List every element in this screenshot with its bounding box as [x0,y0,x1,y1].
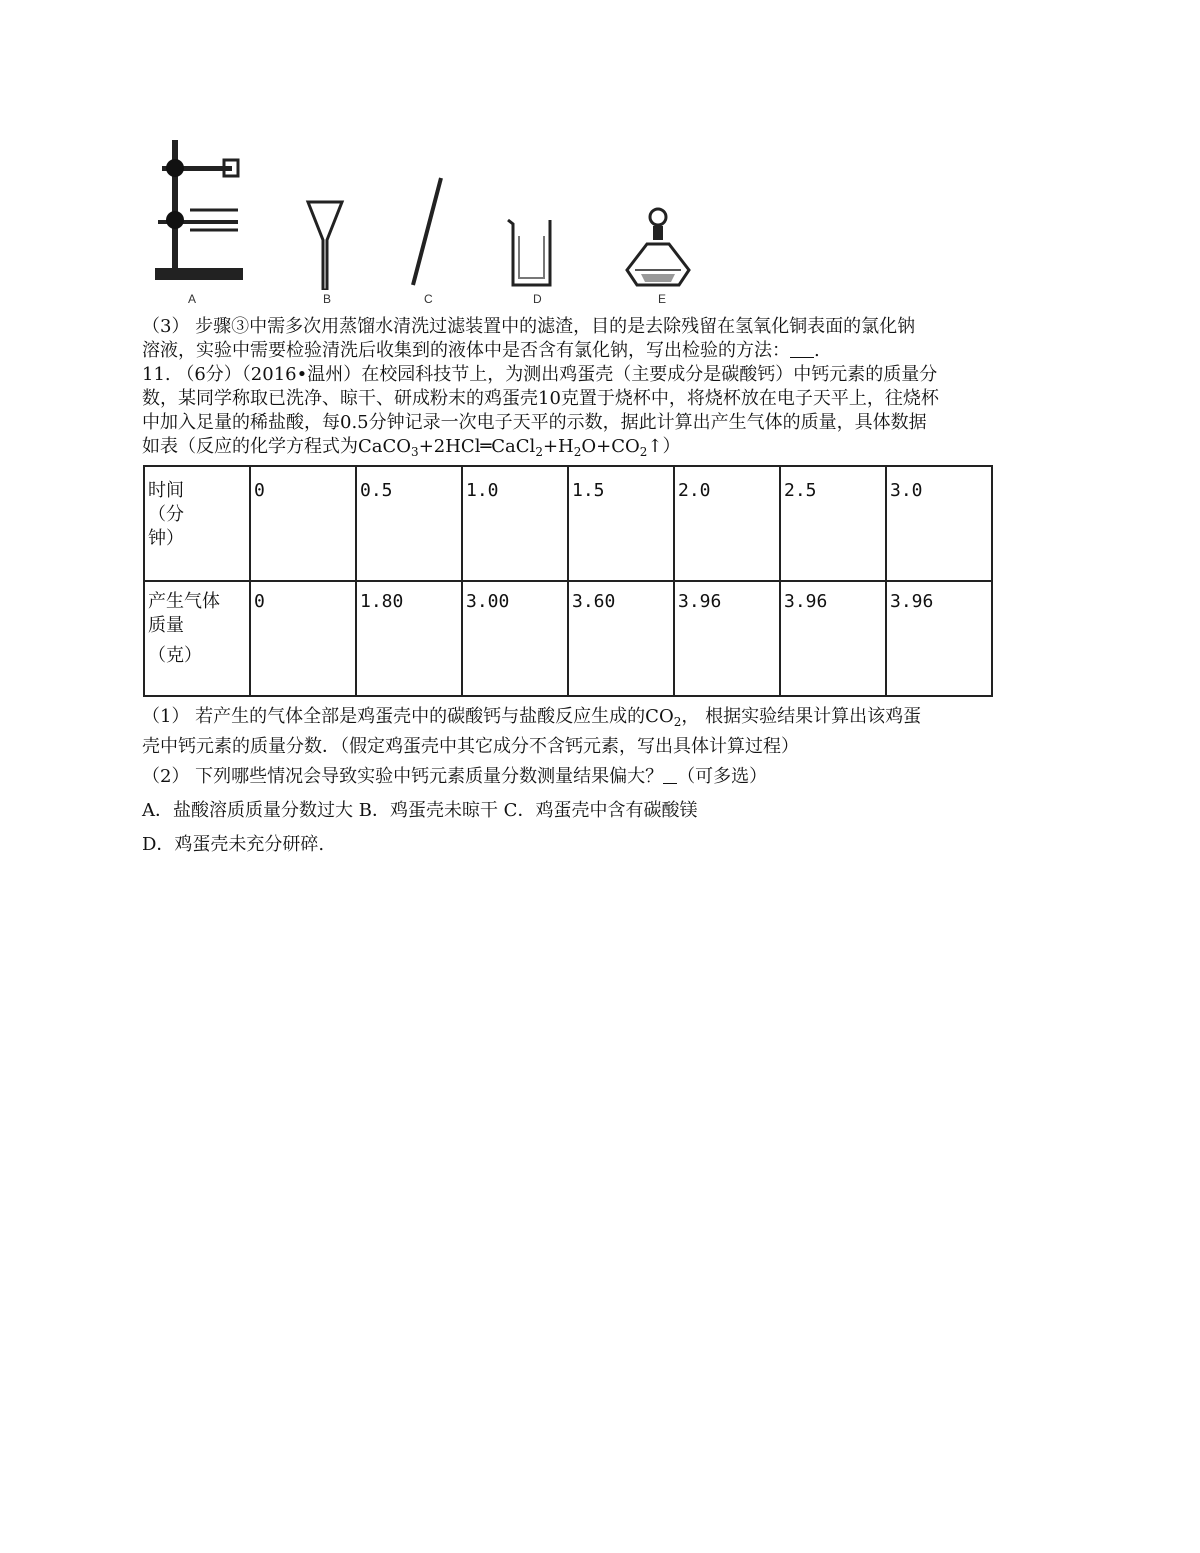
table-cell: 1.5 [568,466,674,581]
equation-sub-2: 2 [535,445,543,459]
header-line: （克） [148,645,202,666]
header-line: （分 [148,504,184,525]
sub1-line2: 壳中钙元素的质量分数．（假定鸡蛋壳中其它成分不含钙元素，写出具体计算过程） [142,736,799,757]
answer-blank[interactable] [663,767,677,784]
table-cell: 2.0 [674,466,780,581]
table-cell: 0.5 [356,466,462,581]
sub1-line1 [142,706,921,733]
data-table [143,465,993,697]
table-cell: 0 [250,581,356,696]
funnel-icon [305,140,345,290]
sub2-text: （2） 下列哪些情况会导致实验中钙元素质量分数测量结果偏大？ [142,766,664,787]
options-line-2: D．鸡蛋壳未充分研碎. [142,834,325,855]
q3-line2-text: 溶液，实验中需要检验清洗后收集到的液体中是否含有氯化钠，写出检验的方法： [142,340,790,361]
table-cell: 3.96 [674,581,780,696]
label-c: C [424,292,433,306]
q3-line2-end: . [814,340,820,361]
equation-sub-1: 3 [411,445,419,459]
answer-blank[interactable] [790,341,814,358]
header-line: 产生气体 [148,591,220,612]
table-cell: 3.0 [886,466,992,581]
table-cell: 3.00 [462,581,568,696]
sub1-text-end: ， 根据实验结果计算出该鸡蛋 [681,706,922,727]
sub1-subscript: 2 [673,715,682,729]
equation-sub-4: 2 [639,445,648,459]
glass-rod-icon [405,140,445,290]
sub2-line [142,766,767,788]
header-line: 质量 [148,615,184,636]
options-line-1: A．盐酸溶质质量分数过大 B．鸡蛋壳未晾干 C．鸡蛋壳中含有碳酸镁 [142,800,698,821]
row-header-mass [144,581,250,696]
label-d: D [533,292,542,306]
table-row-time [144,466,992,581]
equation-part-4: O+CO [581,436,640,457]
alcohol-lamp-icon [625,140,695,290]
q3-line1: （3） 步骤③中需多次用蒸馏水清洗过滤装置中的滤渣，目的是去除残留在氢氧化铜表面的氯化钠 [142,316,916,337]
header-line: 钟） [148,528,184,549]
q11-line2: 数，某同学称取已洗净、晾干、研成粉末的鸡蛋壳10克置于烧杯中，将烧杯放在电子天平上，往烧杯 [142,388,939,409]
table-cell: 0 [250,466,356,581]
table-cell: 3.60 [568,581,674,696]
label-a: A [188,292,197,306]
table-row-mass [144,581,992,696]
beaker-icon [505,140,555,290]
table-cell: 1.0 [462,466,568,581]
table-cell: 2.5 [780,466,886,581]
iron-stand-icon [150,140,245,290]
label-e: E [658,292,667,306]
header-line: 时间 [148,480,184,501]
table-cell: 3.96 [780,581,886,696]
equation-part-1: 如表（反应的化学方程式为CaCO [142,436,412,457]
equation-part-2: +2HCl═CaCl [418,436,536,457]
q11-line1: 11. （6分）（2016•温州）在校园科技节上，为测出鸡蛋壳（主要成分是碳酸钙）中钙元素的质量分 [142,364,938,385]
equation-part-3: +H [542,436,574,457]
sub1-text: （1） 若产生的气体全部是鸡蛋壳中的碳酸钙与盐酸反应生成的CO [142,706,674,727]
sub2-text-end: （可多选） [677,766,768,787]
q11-line3: 中加入足量的稀盐酸，每0.5分钟记录一次电子天平的示数，据此计算出产生气体的质量，具体数据 [142,412,927,433]
table-cell: 1.80 [356,581,462,696]
equation-sub-3: 2 [573,445,582,459]
q11-line4 [142,436,681,463]
label-b: B [323,292,332,306]
row-header-time [144,466,250,581]
table-cell: 3.96 [886,581,992,696]
equation-end: ↑） [647,436,681,457]
apparatus-figure [140,140,720,315]
q3-line2 [142,340,820,362]
